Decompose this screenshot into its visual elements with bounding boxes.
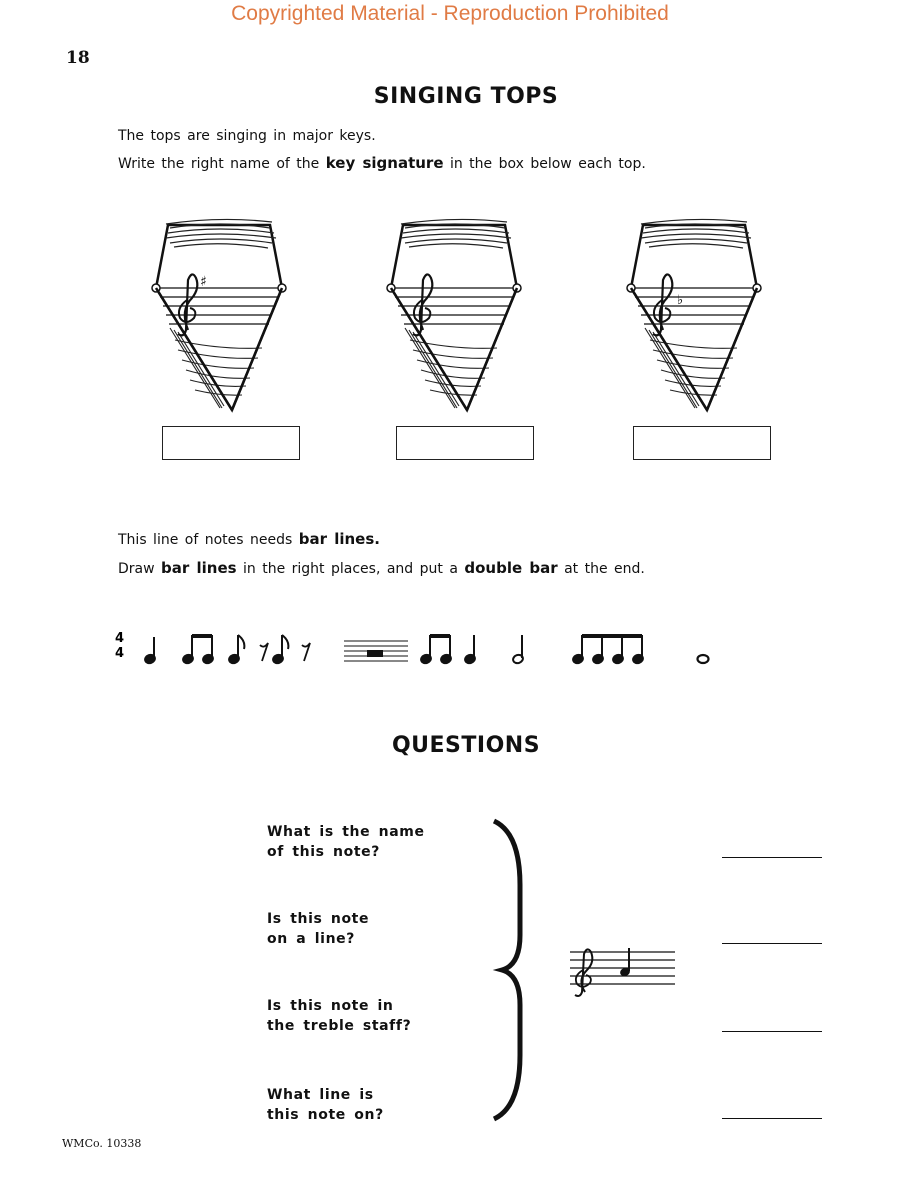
top-1-sharp <box>152 219 286 410</box>
section-title-singing-tops: SINGING TOPS <box>373 84 559 109</box>
question-text: this note on? <box>267 1107 384 1123</box>
instruction-line-2 <box>118 153 646 174</box>
question-staff <box>565 940 680 1000</box>
instruction-text: in the right places, and put a <box>236 561 465 577</box>
question-2 <box>267 909 467 949</box>
copyright-watermark: Copyrighted Material - Reproduction Prohibited <box>231 2 669 25</box>
answer-line-1[interactable] <box>722 857 822 858</box>
key-signature-answer-box-2[interactable] <box>396 426 534 460</box>
barline-instruction-1 <box>118 529 380 550</box>
curly-brace <box>480 815 540 1125</box>
instruction-text: This line of notes needs <box>118 532 299 548</box>
answer-line-2[interactable] <box>722 943 822 944</box>
time-signature-top: 4 <box>115 631 125 646</box>
question-text: the treble staff? <box>267 1018 412 1034</box>
question-text: What is the name <box>267 824 425 840</box>
key-signature-answer-box-1[interactable] <box>162 426 300 460</box>
question-text: of this note? <box>267 844 380 860</box>
instruction-text: in the box below each top. <box>443 156 646 172</box>
key-signature-answer-box-3[interactable] <box>633 426 771 460</box>
instruction-line-1 <box>118 126 376 146</box>
instruction-text: The tops are singing in major keys. <box>118 128 376 144</box>
instruction-bold: key signature <box>325 154 444 172</box>
instruction-bold: bar lines. <box>298 530 380 548</box>
svg-text:♯: ♯ <box>200 274 207 290</box>
svg-text:♭: ♭ <box>677 293 684 308</box>
question-4 <box>267 1085 467 1125</box>
question-text: on a line? <box>267 931 355 947</box>
top-2-natural <box>387 219 521 410</box>
question-text: Is this note <box>267 911 370 927</box>
instruction-text: Write the right name of the <box>118 156 326 172</box>
catalog-number: WMCo. 10338 <box>62 1137 142 1150</box>
answer-line-3[interactable] <box>722 1031 822 1032</box>
page-number: 18 <box>66 48 90 68</box>
time-signature-bottom: 4 <box>115 646 125 661</box>
instruction-text: at the end. <box>557 561 645 577</box>
question-text: What line is <box>267 1087 374 1103</box>
instruction-bold: double bar <box>464 559 558 577</box>
instruction-bold: bar lines <box>161 559 237 577</box>
barline-instruction-2 <box>118 558 645 579</box>
instruction-text: Draw <box>118 561 162 577</box>
section-title-questions: QUESTIONS <box>391 733 541 758</box>
rhythm-line <box>110 615 730 675</box>
top-3-flat <box>627 219 761 410</box>
answer-line-4[interactable] <box>722 1118 822 1119</box>
question-text: Is this note in <box>267 998 394 1014</box>
question-1 <box>267 822 467 862</box>
question-3 <box>267 996 467 1036</box>
